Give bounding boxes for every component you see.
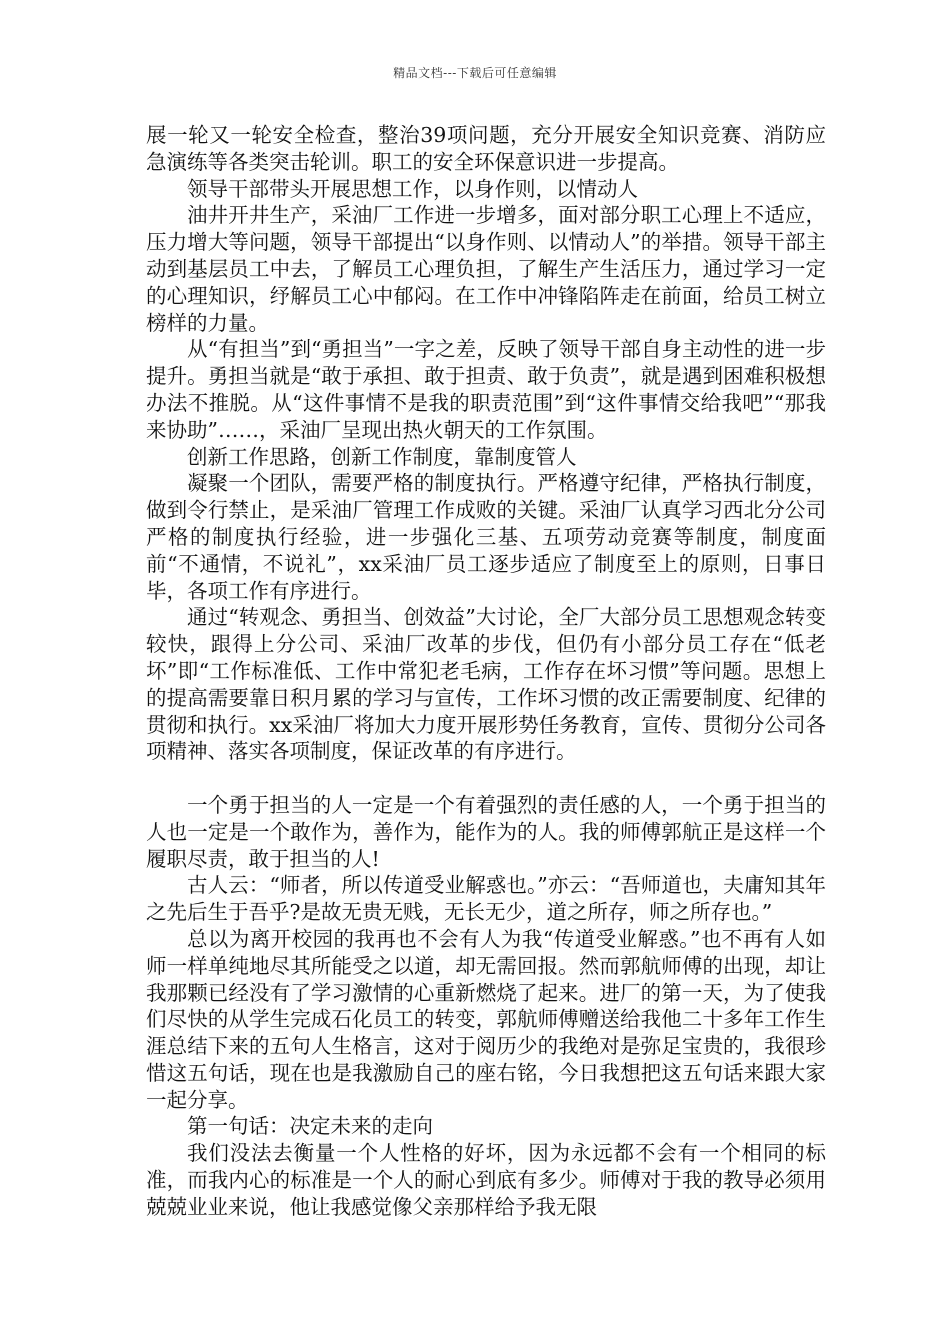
paragraph-responsibility: 从“有担当”到“勇担当”一字之差，反映了领导干部自身主动性的进一步提升。勇担当就是“敢于承担、敢于担责、敢于负责”，就是遇到困难积极想办法不推脱。从“这件事情不是我的职责范围”到“这件事情交给我吧”“那我来协助”……，采油厂呈现出热火朝天的工作氛围。	[146, 337, 826, 442]
paragraph-ancient-quote: 古人云：“师者，所以传道受业解惑也。”亦云：“吾师道也，夫庸知其年之先后生于吾乎?是故无贵无贱，无长无少，道之所存，师之所存也。”	[146, 873, 826, 925]
document-body	[146, 122, 826, 1221]
paragraph-discipline: 凝聚一个团队，需要严格的制度执行。严格遵守纪律，严格执行制度，做到令行禁止，是采油厂管理工作成败的关键。采油厂认真学习西北分公司严格的制度执行经验，进一步强化三基、五项劳动竞赛等制度，制度面前“不通情，不说礼”，xx采油厂员工逐步适应了制度至上的原则，日事日毕，各项工作有序进行。	[146, 471, 826, 603]
paragraph-safety-checks: 展一轮又一轮安全检查，整治39项问题，充分开展安全知识竞赛、消防应急演练等各类突击轮训。职工的安全环保意识进一步提高。	[146, 123, 826, 174]
page-header: 精品文档---下载后可任意编辑	[393, 66, 557, 80]
section-heading-leadership: 领导干部带头开展思想工作，以身作则，以情动人	[187, 176, 638, 201]
section-heading-first-saying: 第一句话：决定未来的走向	[187, 1114, 433, 1139]
paragraph-leadership: 油井开井生产，采油厂工作进一步增多，面对部分职工心理上不适应，压力增大等问题，领导干部提出“以身作则、以情动人”的举措。领导干部主动到基层员工中去，了解员工心理负担，了解生产生活压力，通过学习一定的心理知识，纾解员工心中郁闷。在工作中冲锋陷阵走在前面，给员工树立榜样的力量。	[146, 203, 826, 335]
paragraph-mentor-intro: 一个勇于担当的人一定是一个有着强烈的责任感的人，一个勇于担当的人也一定是一个敢作为，善作为，能作为的人。我的师傅郭航正是这样一个履职尽责，敢于担当的人!	[146, 792, 826, 871]
section-heading-innovation: 创新工作思路，创新工作制度，靠制度管人	[187, 444, 577, 469]
paragraph-gap	[146, 765, 826, 792]
paragraph-patience: 我们没法去衡量一个人性格的好坏，因为永远都不会有一个相同的标准，而我内心的标准是一个人的耐心到底有多少。师傅对于我的教导必须用兢兢业业来说，他让我感觉像父亲那样给予我无限	[146, 1141, 826, 1219]
paragraph-discussion: 通过“转观念、勇担当、创效益”大讨论，全厂大部分员工思想观念转变较快，跟得上分公司、采油厂改革的步伐，但仍有小部分员工存在“低老坏”即“工作标准低、工作中常犯老毛病，工作存在坏习惯”等问题。思想上的提高需要靠日积月累的学习与宣传，工作坏习惯的改正需要制度、纪律的贯彻和执行。xx采油厂将加大力度开展形势任务教育，宣传、贯彻分公司各项精神、落实各项制度，保证改革的有序进行。	[146, 605, 826, 764]
paragraph-mentor-story: 总以为离开校园的我再也不会有人为我“传道受业解惑。”也不再有人如师一样单纯地尽其所能受之以道，却无需回报。然而郭航师傅的出现，却让我那颗已经没有了学习激情的心重新燃烧了起来。进厂的第一天，为了使我们尽快的从学生完成石化员工的转变，郭航师傅赠送给我他二十多年工作生涯总结下来的五句人生格言，这对于阅历少的我绝对是弥足宝贵的，我很珍惜这五句话，现在也是我激励自己的座右铭，今日我想把这五句话来跟大家一起分享。	[146, 926, 826, 1112]
